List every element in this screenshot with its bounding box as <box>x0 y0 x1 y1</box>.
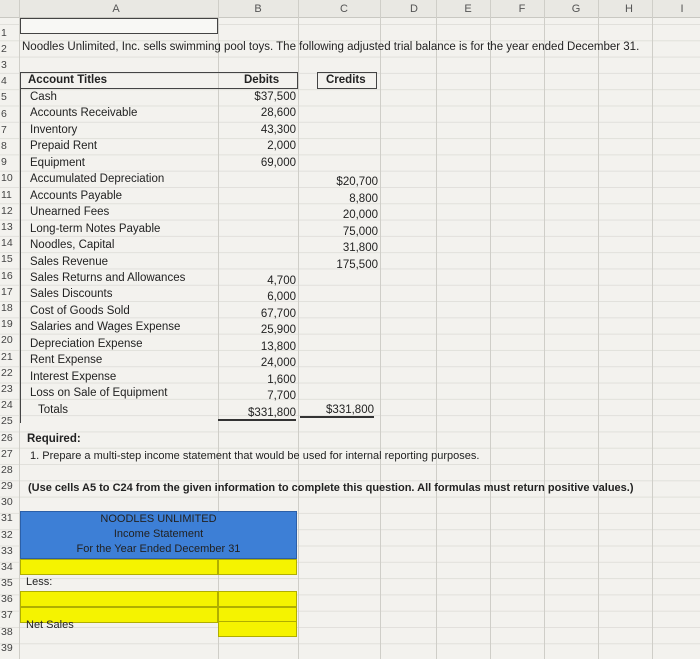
row-number[interactable]: 16 <box>1 270 13 282</box>
row-number[interactable]: 10 <box>1 172 13 184</box>
account-name: Depreciation Expense <box>30 338 143 350</box>
less-label: Less: <box>26 576 53 588</box>
row-number[interactable]: 20 <box>1 334 13 346</box>
row-number[interactable]: 7 <box>1 124 7 136</box>
col-header-e[interactable]: E <box>464 3 472 15</box>
requirement-1: 1. Prepare a multi-step income statement that would be used for internal reporting purposes. <box>30 450 480 462</box>
row-number[interactable]: 14 <box>1 237 13 249</box>
debit-amount: 13,800 <box>260 341 296 353</box>
debit-amount: 7,700 <box>267 390 296 402</box>
debit-amount: 28,600 <box>260 107 296 119</box>
account-name: Accounts Payable <box>30 190 123 202</box>
account-name: Unearned Fees <box>30 206 110 218</box>
intro-text: Noodles Unlimited, Inc. sells swimming pool toys. The following adjusted trial balance is for the year ended December 31. <box>22 41 640 53</box>
col-header-i[interactable]: I <box>680 3 684 15</box>
row-number[interactable]: 25 <box>1 415 13 427</box>
account-name: Prepaid Rent <box>30 140 98 152</box>
col-header-d[interactable]: D <box>410 3 418 15</box>
row-number[interactable]: 13 <box>1 221 13 233</box>
row-number[interactable]: 11 <box>1 189 12 201</box>
credit-amount: 20,000 <box>342 209 378 221</box>
row-number[interactable]: 36 <box>1 593 13 605</box>
statement-company: NOODLES UNLIMITED <box>100 513 217 525</box>
credit-amount: $331,800 <box>300 404 374 418</box>
credit-amount: 175,500 <box>336 259 378 271</box>
debit-amount: $331,800 <box>218 407 296 421</box>
row-number[interactable]: 15 <box>1 253 13 265</box>
debit-amount: 43,300 <box>260 124 296 136</box>
row-number[interactable]: 4 <box>1 75 7 87</box>
instruction-text: (Use cells A5 to C24 from the given information to complete this question. All formulas must return positive values.) <box>28 482 634 494</box>
row-number[interactable]: 12 <box>1 205 13 217</box>
credit-amount: $20,700 <box>336 176 378 188</box>
col-header-a[interactable]: A <box>112 3 120 15</box>
row-number[interactable]: 1 <box>1 27 7 39</box>
col-header-f[interactable]: F <box>518 3 526 15</box>
row-number[interactable]: 31 <box>1 512 13 524</box>
row-number[interactable]: 28 <box>1 464 13 476</box>
account-name: Totals <box>38 404 69 416</box>
row-number[interactable]: 22 <box>1 367 13 379</box>
statement-title: Income Statement <box>113 528 204 540</box>
input-a34[interactable] <box>20 559 218 575</box>
input-a36[interactable] <box>20 591 218 607</box>
row-number[interactable]: 18 <box>1 302 13 314</box>
row-number[interactable]: 34 <box>1 561 13 573</box>
account-name: Rent Expense <box>30 354 103 366</box>
debit-amount: 24,000 <box>260 357 296 369</box>
debit-amount: 25,900 <box>260 324 296 336</box>
debit-amount: 4,700 <box>267 275 296 287</box>
debit-amount: 69,000 <box>260 157 296 169</box>
account-name: Loss on Sale of Equipment <box>30 387 168 399</box>
row-number[interactable]: 39 <box>1 642 13 654</box>
row-number[interactable]: 29 <box>1 480 13 492</box>
debit-amount: 6,000 <box>267 291 296 303</box>
row-number[interactable]: 19 <box>1 318 13 330</box>
row-number[interactable]: 6 <box>1 108 7 120</box>
input-b38[interactable] <box>218 621 297 637</box>
row-number[interactable]: 9 <box>1 156 7 168</box>
account-name: Long-term Notes Payable <box>30 223 161 235</box>
selected-cell-a1[interactable] <box>20 18 218 34</box>
account-name: Accounts Receivable <box>30 107 138 119</box>
credit-amount: 31,800 <box>342 242 378 254</box>
row-number[interactable]: 38 <box>1 626 13 638</box>
col-header-h[interactable]: H <box>625 3 633 15</box>
row-number[interactable]: 5 <box>1 91 7 103</box>
debits-header: Debits <box>244 74 280 86</box>
account-name: Equipment <box>30 157 85 169</box>
account-name: Cost of Goods Sold <box>30 305 130 317</box>
row-number[interactable]: 30 <box>1 496 13 508</box>
col-header-c[interactable]: C <box>340 3 348 15</box>
col-header-g[interactable]: G <box>571 3 581 15</box>
row-number[interactable]: 8 <box>1 140 7 152</box>
account-name: Cash <box>30 91 57 103</box>
row-number[interactable]: 17 <box>1 286 13 298</box>
col-header-b[interactable]: B <box>254 3 262 15</box>
credit-amount: 75,000 <box>342 226 378 238</box>
account-name: Inventory <box>30 124 78 136</box>
account-name: Accumulated Depreciation <box>30 173 165 185</box>
account-name: Sales Discounts <box>30 288 113 300</box>
account-name: Noodles, Capital <box>30 239 115 251</box>
input-b34[interactable] <box>218 559 297 575</box>
credit-amount: 8,800 <box>349 193 378 205</box>
row-number[interactable]: 27 <box>1 448 13 460</box>
debit-amount: 67,700 <box>260 308 296 320</box>
row-number[interactable]: 21 <box>1 351 13 363</box>
debit-amount: $37,500 <box>254 91 296 103</box>
row-number[interactable]: 26 <box>1 432 13 444</box>
debit-amount: 2,000 <box>267 140 296 152</box>
row-number[interactable]: 35 <box>1 577 13 589</box>
row-number[interactable]: 32 <box>1 529 13 541</box>
column-header-bar <box>0 0 700 18</box>
row-number[interactable]: 37 <box>1 609 13 621</box>
account-titles-header: Account Titles <box>28 74 108 86</box>
account-name: Salaries and Wages Expense <box>30 321 181 333</box>
account-name: Sales Returns and Allowances <box>30 272 186 284</box>
statement-period: For the Year Ended December 31 <box>76 543 241 555</box>
row-number[interactable]: 24 <box>1 399 13 411</box>
net-sales-label: Net Sales <box>26 619 74 631</box>
row-number[interactable]: 33 <box>1 545 13 557</box>
debit-amount: 1,600 <box>267 374 296 386</box>
row-number[interactable]: 23 <box>1 383 13 395</box>
account-name: Sales Revenue <box>30 256 108 268</box>
row-number[interactable]: 3 <box>1 59 7 71</box>
credits-header: Credits <box>326 74 366 86</box>
row-number[interactable]: 2 <box>1 43 7 55</box>
account-name: Interest Expense <box>30 371 117 383</box>
input-b36[interactable] <box>218 591 297 607</box>
required-label: Required: <box>27 433 81 445</box>
